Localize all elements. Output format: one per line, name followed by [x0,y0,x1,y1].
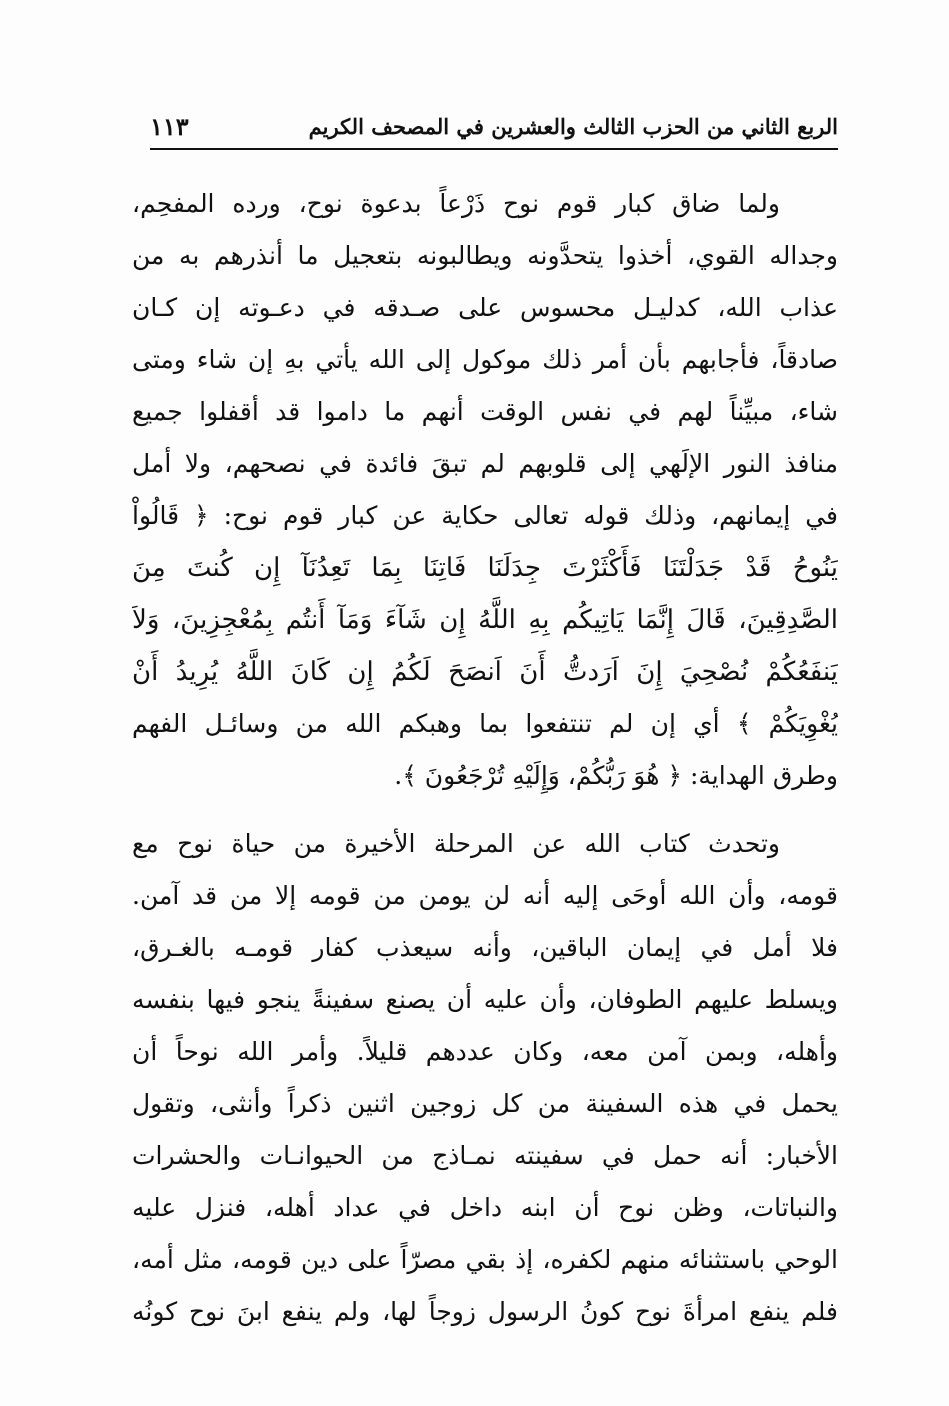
text-line: قومه، وأن الله أوحَى إليه أنه لن يومن من قومه إلا من قد آمن. [132,881,838,910]
text-line: ولما ضاق كبار قوم نوح ذَرْعاً بدعوة نوح، ورده المفحِم، [132,189,780,218]
quran-verse-line: الصَّدِقِينَ، قَالَ إِنَّمَا يَاتِيكُم بِهِ اللَّهُ إِن شَآءَ وَمَآ أَنتُم بِمُعْجِزِينَ، وَلاَ [132,605,838,635]
quran-verse-line: يَنفَعُكُمْ نُصْحِيَ إِنَ اَرَدتُّ أَنَ اَنصَحَ لَكُمُ إِن كَانَ اللَّهُ يُرِيدُ أَنْ [132,657,838,687]
running-title: الربع الثاني من الحزب الثالث والعشرين في المصحف الكريم [308,114,838,139]
text-line: ويسلط عليهم الطوفان، وأن عليه أن يصنع سفينةً ينجو فيها بنفسه [132,985,838,1014]
page-number: ١١٣ [150,112,189,141]
text-line: فلا أمل في إيمان الباقين، وأنه سيعذب كفار قومـه بالغـرق، [132,933,838,962]
paragraph-1 [132,178,838,802]
text-line: الأخبار: أنه حمل في سفينته نمـاذج من الحيوانـات والحشرات [132,1141,838,1170]
text-line: في إيمانهم، وذلك قوله تعالى حكاية عن كبار قوم نوح: ﴿ قَالُواْ [132,501,838,530]
text-line: وطرق الهداية: ﴿ هُوَ رَبُّكُمْ، وَإِلَيْهِ تُرْجَعُونَ ﴾. [394,761,838,790]
text-line: صادقاً، فأجابهم بأن أمر ذلك موكول إلى الله يأتي بهِ إن شاء ومتى [132,345,838,374]
quran-verse-line: يَنُوحُ قَدْ جَدَلْتَنَا فَأَكْثَرْتَ جِدَلَنَا فَاتِنَا بِمَا تَعِدُنَآ إِن كُنتَ مِنَ [132,553,838,583]
text-line: يحمل في هذه السفينة من كل زوجين اثنين ذكراً وأنثى، وتقول [132,1089,838,1118]
text-line: وجداله القوي، أخذوا يتحدَّونه ويطالبونه بتعجيل ما أنذرهم به من [132,241,838,270]
text-line: عذاب الله، كدليـل محسوس على صـدقه في دعـوته إن كـان [132,293,838,322]
text-line: يُغْوِيَكُمْ ﴾ أي إن لم تنتفعوا بما وهبكم الله من وسائـل الفهم [132,709,838,738]
text-line: شاء، مبيِّناً لهم في نفس الوقت أنهم ما داموا قد أقفلوا جميع [132,397,838,426]
text-line: وأهله، وبمن آمن معه، وكان عددهم قليلاً. وأمر الله نوحاً أن [132,1037,838,1066]
paragraph-2 [132,818,838,1338]
page-header [150,108,838,150]
text-line: الوحي باستثنائه منهم لكفره، إذ بقي مصرّاً على دين قومه، مثل أمه، [132,1245,838,1274]
text-line: والنباتات، وظن نوح أن ابنه داخل في عداد أهله، فنزل عليه [132,1193,838,1222]
text-line: فلم ينفع امرأةَ نوح كونُ الرسول زوجاً لها، ولم ينفع ابنَ نوح كونُه [132,1297,838,1326]
text-line: وتحدث كتاب الله عن المرحلة الأخيرة من حياة نوح مع [132,829,780,858]
text-line: منافذ النور الإلَهي إلى قلوبهم لم تبقَ فائدة في نصحهم، ولا أمل [132,449,838,478]
